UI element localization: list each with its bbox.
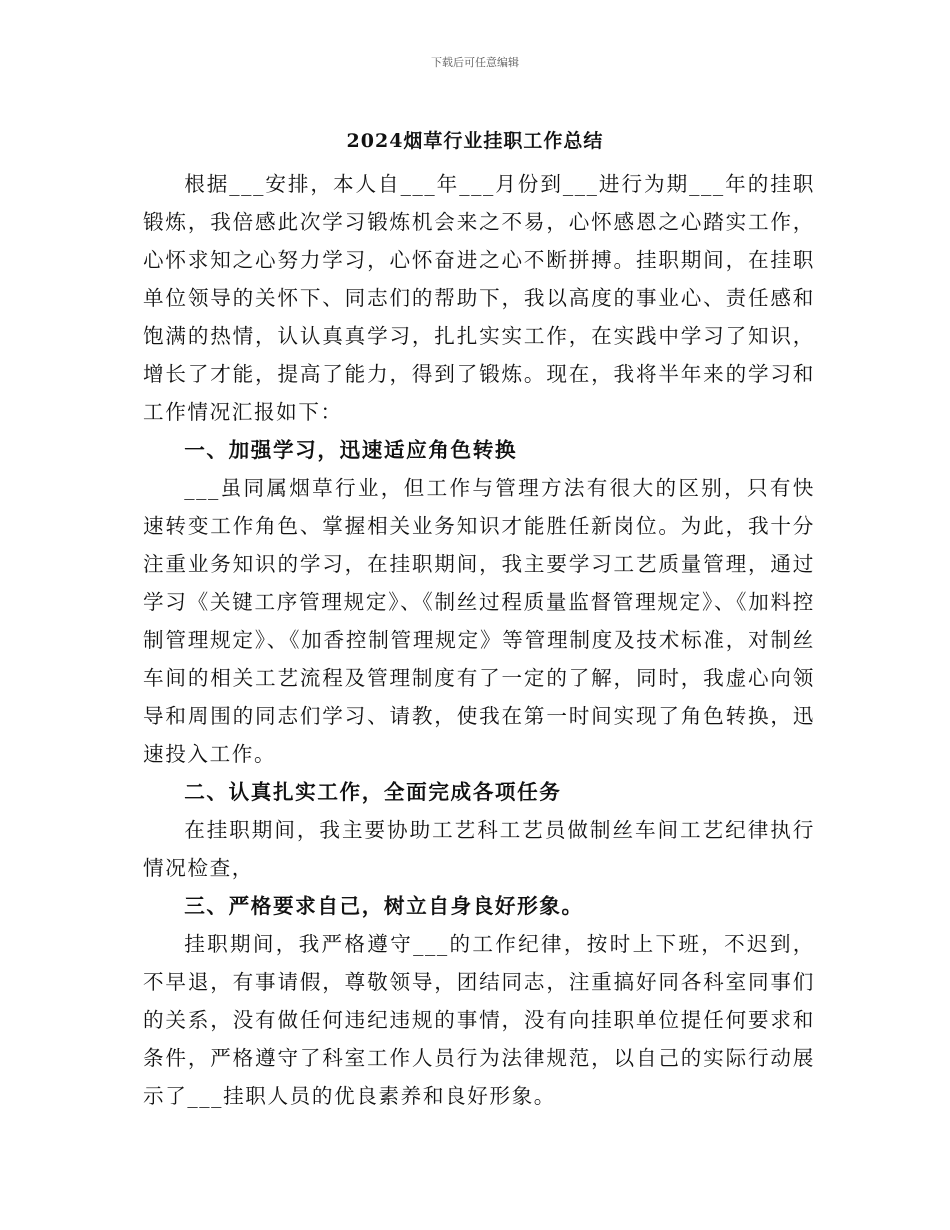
paragraph-section-2: 在挂职期间，我主要协助工艺科工艺员做制丝车间工艺纪律执行情况检查，	[143, 818, 815, 880]
section-heading-1: 一、加强学习，迅速适应角色转换	[184, 438, 518, 462]
paragraph-intro: 根据___安排，本人自___年___月份到___进行为期___年的挂职锻炼，我倍感此次学习锻炼机会来之不易，心怀感恩之心踏实工作，心怀求知之心努力学习，心怀奋进之心不断拼搏。挂职期间，在挂职单位领导的关怀下、同志们的帮助下，我以高度的事业心、责任感和饱满的热情，认认真真学习，扎扎实实工作，在实践中学习了知识，增长了才能，提高了能力，得到了锻炼。现在，我将半年来的学习和工作情况汇报如下：	[143, 172, 815, 424]
paragraph-section-1: ___虽同属烟草行业，但工作与管理方法有很大的区别，只有快速转变工作角色、掌握相关业务知识才能胜任新岗位。为此，我十分注重业务知识的学习，在挂职期间，我主要学习工艺质量管理，通过学习《关键工序管理规定》、《制丝过程质量监督管理规定》、《加料控制管理规定》、《加香控制管理规定》等管理制度及技术标准，对制丝车间的相关工艺流程及管理制度有了一定的了解，同时，我虚心向领导和周围的同志们学习、请教，使我在第一时间实现了角色转换，迅速投入工作。	[143, 476, 815, 766]
section-heading-3: 三、严格要求自己，树立自身良好形象。	[184, 894, 584, 918]
paragraph-section-3: 挂职期间，我严格遵守___的工作纪律，按时上下班，不迟到，不早退，有事请假，尊敬领导，团结同志，注重搞好同各科室同事们的关系，没有做任何违纪违规的事情，没有向挂职单位提任何要求和条件，严格遵守了科室工作人员行为法律规范，以自己的实际行动展示了___挂职人员的优良素养和良好形象。	[143, 932, 815, 1108]
section-heading-2: 二、认真扎实工作，全面完成各项任务	[184, 780, 562, 804]
document-title: 2024烟草行业挂职工作总结	[346, 130, 604, 152]
document-body	[143, 165, 815, 1115]
header-note: 下载后可任意编辑	[431, 56, 519, 69]
